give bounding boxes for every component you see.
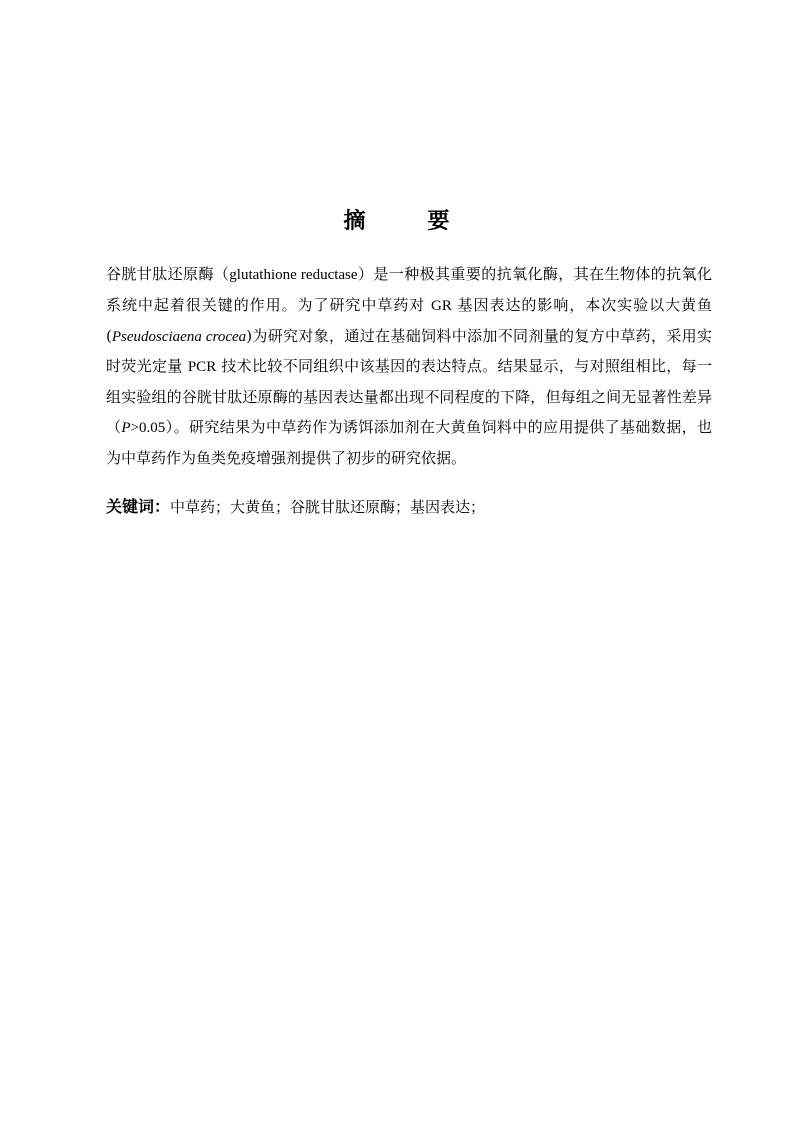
abstract-species-name: Pseudosciaena crocea <box>111 328 247 345</box>
abstract-text-4: )为研究对象，通过在基础饲料中添加不同剂量的复方中草药，采用实时荧光定量 <box>106 326 713 376</box>
abstract-text-1: 谷胱甘肽还原酶（ <box>106 265 230 283</box>
keywords-text: 中草药；大黄鱼；谷胱甘肽还原酶；基因表达； <box>170 498 486 516</box>
abstract-text-6: ）。研究结果为中草药作为诱饵添加剂在大黄鱼饲料中的应用提供了基础数据，也为中草药作为鱼类免疫增强剂提供了初步的研究依据。 <box>106 417 712 467</box>
page-title: 摘 要 <box>343 208 470 234</box>
abstract-text-3: 基因表达的影响，本次实验以大黄鱼( <box>106 295 712 345</box>
abstract-text-5: 技术比较不同组织中该基因的表达特点。结果显示，与对照组相比，每一组实验组的谷胱甘肽还原酶的基因表达量都出现不同程度的下降，但每组之间无显著性差异（ <box>106 357 712 436</box>
abstract-pcr-abbrev: PCR <box>187 359 217 376</box>
abstract-p-symbol: P <box>121 419 131 436</box>
abstract-text-2: ）是一种极其重要的抗氧化酶，其在生物体的抗氧化系统中起着很关键的作用。为了研究中草药对 <box>106 265 712 314</box>
abstract-p-value: >0.05 <box>130 419 166 436</box>
abstract-enzyme-english-name: glutathione reductase <box>229 267 358 283</box>
abstract-gene-abbrev: GR <box>430 297 452 314</box>
keywords-line <box>106 493 712 521</box>
keywords-label: 关键词： <box>106 497 171 516</box>
abstract-paragraph <box>106 260 712 474</box>
